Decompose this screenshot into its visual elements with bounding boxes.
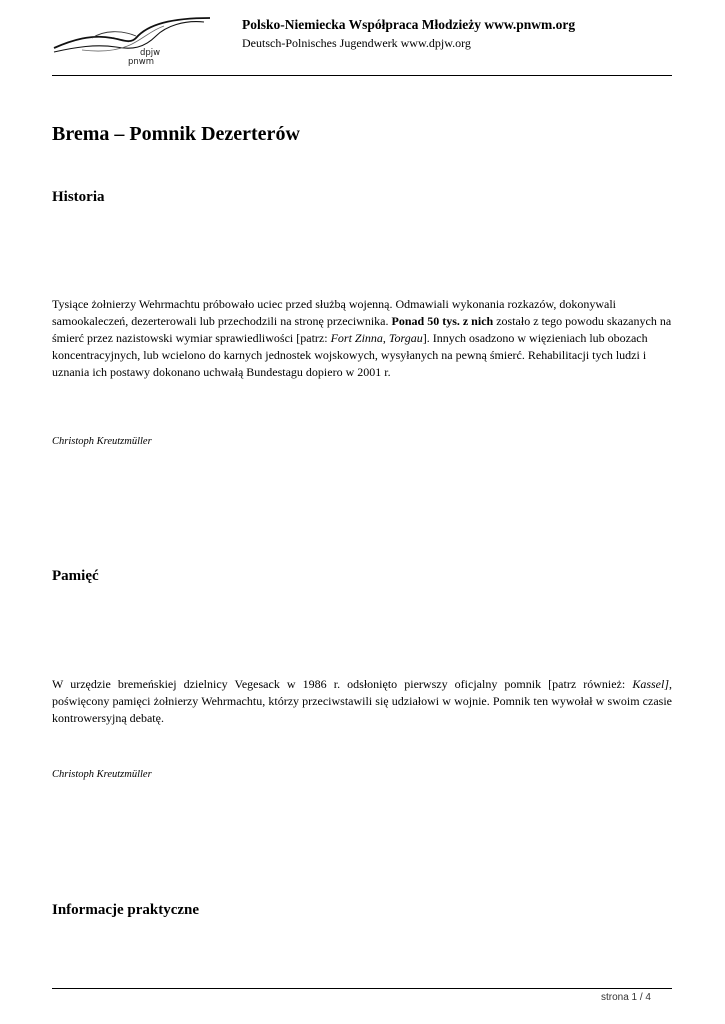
text-run: , <box>382 331 389 345</box>
section-heading-historia: Historia <box>52 189 105 205</box>
header-org-polish: Polsko-Niemiecka Współpraca Młodzieży www.pnwm.org <box>242 17 576 32</box>
header-divider <box>52 75 672 76</box>
section-heading-pamiec: Pamięć <box>52 568 99 584</box>
text-run: , poświęcony pamięci żołnierzy Wehrmachtu, którzy przeciwstawili się udziałowi w wojnie. Pomnik ten wywołał w swoim czasie kontrowersyjną debatę. <box>52 677 672 725</box>
text-run: Tysiące żołnierzy Wehrmachtu próbowało uciec przed służbą wojenną. Odmawiali wykonania rozkazów, dokonywali samookaleczeń, dezerterowali lub przechodzili na stronę przeciwnika. <box>52 297 616 328</box>
page-number: strona 1 / 4 <box>600 992 651 1003</box>
logo-text-pnwm: pnwm <box>128 57 155 67</box>
header-org-german: Deutsch-Polnisches Jugendwerk www.dpjw.org <box>242 36 471 50</box>
section-heading-informacje-praktyczne: Informacje praktyczne <box>52 902 200 918</box>
text-run-italic: Torgau <box>388 331 423 345</box>
text-run: zostało z tego powodu skazanych na śmierć przez nazistowski wymiar sprawiedliwości [patrz: <box>52 314 672 345</box>
text-run-bold: Ponad 50 tys. z nich <box>391 314 494 328</box>
section-paragraph-historia <box>52 296 672 381</box>
text-run: ]. Innych osadzono w więzieniach lub obozach koncentracyjnych, lub wcielono do karnych jednostek wojskowych, wysyłanych na pewną śmierć. Rehabilitacji tych ludzi i uznania ich postawy dokonano uchwałą Bundestagu dopiero w 2001 r. <box>52 331 648 379</box>
page-title: Brema – Pomnik Dezerterów <box>52 123 300 145</box>
text-run: W urzędzie bremeńskiej dzielnicy Vegesack w 1986 r. odsłonięto pierwszy oficjalny pomnik [patrz również: <box>52 677 633 691</box>
author-credit: Christoph Kreutzmüller <box>52 769 152 780</box>
footer-divider <box>52 988 672 989</box>
text-run-italic: Fort Zinna <box>330 331 383 345</box>
author-credit: Christoph Kreutzmüller <box>52 436 152 447</box>
text-run-italic: Kassel] <box>632 677 669 691</box>
logo-text-dpjw: dpjw <box>140 48 161 58</box>
section-paragraph-pamiec <box>52 676 672 727</box>
dpjw-logo <box>52 14 214 70</box>
